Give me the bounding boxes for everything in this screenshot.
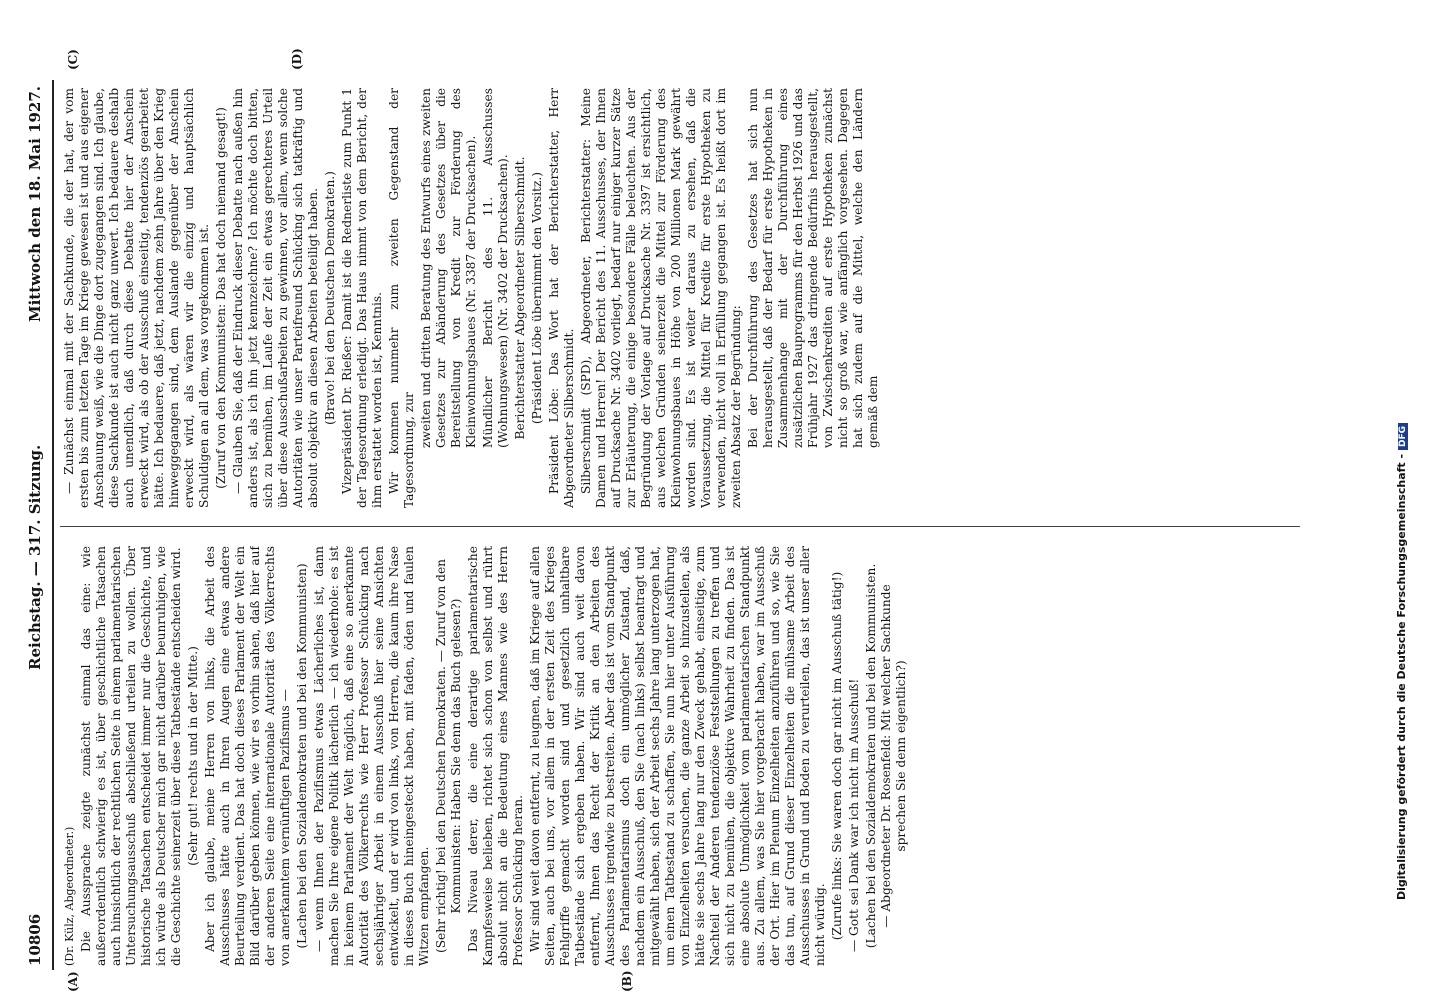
- paragraph: Wir sind weit davon entfernt, zu leugnen, daß im Kriege auf allen Seiten, auch bei uns, vor allem in der ersten Zeit des Krieges Fehlgriffe gemacht worden sind und gesetzlich unhaltbare Tatbestände sich ergeben haben. Wir sind auch weit davon entfernt, Ihnen das Recht der Kritik an den Arbeiten des Ausschusses irgendwie zu bestreiten. Aber das ist vom Standpunkt des Parlamentarismus doch ein unmöglicher Zustand, daß, nachdem ein Ausschuß, den Sie (nach links) selbst beantragt und mitgewählt haben, sich der Arbeit sechs Jahre lang unterzogen hat, um einen Tatbestand zu schaffen, Sie nun hier unter Ausführung von Einzelheiten versuchen, die ganze Arbeit so hinzustellen, als hätte sie sechs Jahre lang nur den Zweck gehabt, einseitige, zum Nachteil der Anderen tendenziöse Feststellungen zu treffen und sich nicht zu bemühen, die objektive Wahrheit zu finden. Das ist eine absolute Unmöglichkeit vom parlamentarischen Standpunkt aus. Zu allem, was Sie hier vorgebracht haben, war im Ausschuß der Ort. Hier im Plenum Einzelheiten anzuführen und so, wie Sie das tun, auf Grund dieser Einzelheiten die mühsame Arbeit des Ausschusses in Grund und Boden zu verurteilen, das ist unser aller nicht würdig.: [528, 546, 827, 966]
- right-column: [62, 88, 1292, 508]
- paragraph: Wir kommen nunmehr zum zweiten Gegenstand der Tagesordnung, zur: [387, 88, 416, 508]
- paragraph: Präsident Löbe: Das Wort hat der Berichterstatter, Herr Abgeordneter Silberschmidt.: [547, 88, 576, 508]
- interjection: (Lachen bei den Sozialdemokraten und bei den Kommunisten): [295, 563, 309, 949]
- margin-mark-d: (D): [290, 48, 304, 70]
- page-header: [20, 80, 60, 970]
- page-content: [20, 48, 1310, 992]
- paragraph: — wenn Ihnen der Pazifismus etwas Lächerliches ist, dann machen Sie Ihre eigene Politik lächerlich — ich wiederhole: es ist in keinem Parlament der Welt möglich, daß eine so anerkannte Autorität des Völkerrechts wie Herr Professor Schücking nach sechsjähriger Arbeit in einem Ausschuß hier seine Ansichten entwickelt, und er wird von links, von Herren, die kaum ihre Nase in dieses Buch hineingesteckt haben, mit faden, öden und faulen Witzen empfangen.: [312, 546, 431, 966]
- interjection: (Sehr richtig! bei den Deutschen Demokraten. — Zuruf von den Kommunisten: Haben Sie denn das Buch gelesen?): [434, 558, 463, 954]
- left-column: [62, 546, 1292, 966]
- header-date: Mittwoch den 18. Mai 1927.: [26, 86, 44, 323]
- speaker-note: (Dr. Külz, Abgeordneter.): [63, 826, 76, 966]
- interjection: (Zuruf von den Kommunisten: Das hat doch niemand gesagt!): [214, 107, 228, 489]
- paragraph: Die Aussprache zeigte zunächst einmal das eine: wie außerordentlich schwierig es ist, über geschichtliche Tatsachen auch hinsichtlich der rechtlichen Seite in einem parlamentarischen Untersuchungsausschuß abschließend urteilen zu wollen. Über historische Tatsachen entscheidet immer nur die Geschichte, und ich würde als Deutscher mich gar nicht darüber beunruhigen, wie die Geschichte seinerzeit über diese Tatbestände entscheiden wird.: [79, 546, 183, 966]
- header-title: Reichstag. — 317. Sitzung.: [26, 444, 44, 670]
- dfg-logo: DFG: [1398, 423, 1408, 450]
- paragraph: Aber ich glaube, meine Herren von links, die Arbeit des Ausschusses hätte auch in Ihren Augen eine etwas andere Beurteilung verdient. Das hat doch dieses Parlament der Welt ein Bild darüber geben können, wie wir es vorhin sahen, daß hier auf der anderen Seite eine internationale Autorität des Völkerrechts von anerkanntem vernünftigen Pazifismus —: [203, 546, 292, 966]
- margin-mark-a: (A): [66, 971, 80, 992]
- agenda-item: zweiten und dritten Beratung des Entwurfs eines zweiten Gesetzes zur Abänderung des Gesetzes über die Bereitstellung von Kredit zur Förderung des Kleinwohnungsbaues (Nr. 3387 der Drucksachen).: [419, 88, 478, 448]
- paragraph: Vizepräsident Dr. Rießer: Damit ist die Rednerliste zum Punkt 1 der Tagesordnung erledigt. Das Haus nimmt von dem Bericht, der ihm erstattet worden ist, Kenntnis.: [340, 88, 384, 508]
- interjection: (Bravo! bei den Deutschen Demokraten.): [323, 171, 337, 425]
- paragraph: — Glauben Sie, daß der Eindruck dieser Debatte nach außen hin anders ist, als ich ihn jetzt kennzeichne? Ich möchte doch bitten, sich zu bemühen, im Laufe der Zeit ein etwas gerechteres Urteil über diese Ausschußarbeiten zu gewinnen, vor allem, wenn solche Autoritäten wie unser Parteifreund Schücking sich tatkräftig und absolut objektiv an diesen Arbeiten beteiligt haben.: [231, 88, 320, 508]
- paragraph: Silberschmidt (SPD), Abgeordneter, Berichterstatter: Meine Damen und Herren! Der Bericht des 11. Ausschusses, der Ihnen auf Drucksache Nr. 3402 vorliegt, bedarf nur einiger kurzer Sätze zur Erläuterung, die einige besondere Fälle beleuchten. Aus der Begründung der Vorlage auf Drucksache Nr. 3397 ist ersichtlich, aus welchen Gründen seinerzeit die Mittel zur Förderung des Kleinwohnungsbaues in Höhe von 200 Millionen Mark gewährt worden sind. Es ist weiter daraus zu ersehen, daß die Voraussetzung, die Mittel für Kredite für erste Hypotheken zu verwenden, nicht voll in Erfüllung gegangen ist. Es heißt dort im zweiten Absatz der Begründung:: [579, 88, 743, 508]
- agenda-item: Mündlicher Bericht des 11. Ausschusses (Wohnungswesen) (Nr. 3402 der Drucksachen).: [481, 88, 510, 448]
- column-divider: [60, 526, 1300, 527]
- margin-mark-c: (C): [66, 49, 80, 70]
- paragraph: — Zunächst einmal mit der Sachkunde, die der hat, der vom ersten bis zum letzten Tage im Kriege gewesen ist und aus eigener Anschauung weiß, wie die Dinge dort zugegangen sind. Ich glaube, diese Sachkunde ist auch nicht ganz unwert. Ich bedauere deshalb auch unendlich, daß durch diese Debatte hier der Anschein erweckt wird, als ob der Ausschuß einseitig, tendenziös gearbeitet hätte. Ich bedauere, daß jetzt, nachdem zehn Jahre über den Krieg hinweggegangen sind, dem Auslande gegenüber der Anschein erweckt wird, als wären wir die einzig und hauptsächlich Schuldigen an all dem, was vorgekommen ist.: [62, 88, 211, 508]
- interjection: (Sehr gut! rechts und in der Mitte.): [186, 646, 200, 866]
- header-rule: [52, 80, 54, 970]
- paragraph: — Gott sei Dank war ich nicht im Ausschuß!: [847, 678, 861, 952]
- quotation: Bei der Durchführung des Gesetzes hat sich nun herausgestellt, daß der Bedarf für erste Hypotheken in Zusammenhange mit der Durchführung eines zusätzlichen Bauprogramms für den Herbst 1926 und das Frühjahr 1927 das dringende Bedürfnis herausgestellt, von Zwischenkrediten auf erste Hypotheken zunächst nicht so groß war, wie anfänglich vorgesehen. Dagegen hat sich zudem auf die Mittel, welche den Ländern gemäß dem: [746, 88, 880, 448]
- interjection: (Lachen bei den Sozialdemokraten und bei den Kommunisten. — Abgeordneter Dr. Rosenfeld: Mit welcher Sachkunde sprechen Sie denn eigentlich?): [864, 563, 908, 949]
- margin-mark-b: (B): [620, 970, 634, 992]
- reporter-line: Berichterstatter Abgeordneter Silberschmidt.: [513, 156, 527, 440]
- digitization-note: [1395, 0, 1425, 900]
- paragraph: Das Niveau derer, die eine derartige parlamentarische Kampfesweise belieben, richtet sich schon von selbst und rührt absolut nicht an die Bedeutung eines Mannes wie des Herrn Professor Schücking heran.: [466, 546, 525, 966]
- page-number: 10806: [26, 913, 44, 966]
- digitization-text: Digitalisierung gefördert durch die Deutsche Forschungsgemeinschaft -: [1395, 453, 1408, 900]
- interjection: (Präsident Löbe übernimmt den Vorsitz.): [530, 171, 544, 425]
- interjection: (Zurufe links: Sie waren doch gar nicht im Ausschuß tätig!): [830, 571, 844, 941]
